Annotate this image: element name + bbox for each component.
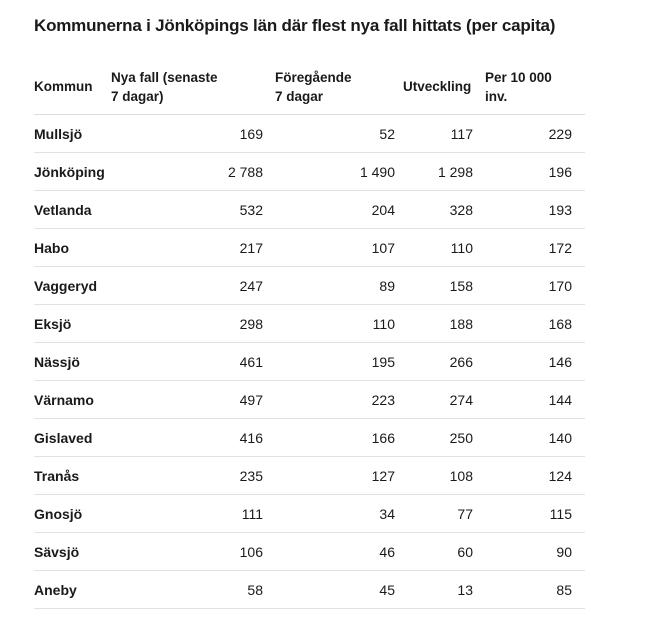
value-cell: 229 [473, 115, 585, 153]
header-nya-fall [111, 61, 263, 115]
value-cell: 166 [263, 419, 395, 457]
value-cell: 274 [395, 381, 473, 419]
value-cell: 223 [263, 381, 395, 419]
value-cell: 217 [111, 229, 263, 267]
table-row [34, 533, 585, 571]
value-cell: 52 [263, 115, 395, 153]
kommun-cell: Aneby [34, 571, 111, 609]
value-cell: 111 [111, 495, 263, 533]
value-cell: 416 [111, 419, 263, 457]
value-cell: 170 [473, 267, 585, 305]
table-row [34, 191, 585, 229]
table-row [34, 229, 585, 267]
value-cell: 168 [473, 305, 585, 343]
value-cell: 13 [395, 571, 473, 609]
value-cell: 124 [473, 457, 585, 495]
kommun-cell: Mullsjö [34, 115, 111, 153]
value-cell: 1 490 [263, 153, 395, 191]
kommun-cell: Tranås [34, 457, 111, 495]
header-foregaende [263, 61, 395, 115]
value-cell: 204 [263, 191, 395, 229]
value-cell: 34 [263, 495, 395, 533]
table-row [34, 115, 585, 153]
value-cell: 195 [263, 343, 395, 381]
table-row [34, 381, 585, 419]
kommun-cell: Gnosjö [34, 495, 111, 533]
value-cell: 90 [473, 533, 585, 571]
value-cell: 2 788 [111, 153, 263, 191]
table-row [34, 267, 585, 305]
value-cell: 146 [473, 343, 585, 381]
value-cell: 196 [473, 153, 585, 191]
cases-table [34, 61, 585, 609]
table-row [34, 457, 585, 495]
value-cell: 107 [263, 229, 395, 267]
kommun-cell: Gislaved [34, 419, 111, 457]
value-cell: 247 [111, 267, 263, 305]
page-title: Kommunerna i Jönköpings län där flest nya fall hittats (per capita) [34, 16, 556, 35]
kommun-cell: Nässjö [34, 343, 111, 381]
kommun-cell: Värnamo [34, 381, 111, 419]
value-cell: 85 [473, 571, 585, 609]
value-cell: 127 [263, 457, 395, 495]
value-cell: 266 [395, 343, 473, 381]
value-cell: 45 [263, 571, 395, 609]
table-row [34, 305, 585, 343]
value-cell: 144 [473, 381, 585, 419]
kommun-cell: Vaggeryd [34, 267, 111, 305]
value-cell: 172 [473, 229, 585, 267]
header-row [34, 61, 585, 115]
value-cell: 532 [111, 191, 263, 229]
value-cell: 328 [395, 191, 473, 229]
table-row [34, 571, 585, 609]
value-cell: 117 [395, 115, 473, 153]
value-cell: 77 [395, 495, 473, 533]
value-cell: 1 298 [395, 153, 473, 191]
table-body [34, 115, 585, 609]
value-cell: 193 [473, 191, 585, 229]
value-cell: 108 [395, 457, 473, 495]
header-kommun-label: Kommun [34, 79, 93, 95]
header-per-10000-inv [473, 61, 585, 115]
value-cell: 110 [263, 305, 395, 343]
kommun-cell: Habo [34, 229, 111, 267]
value-cell: 115 [473, 495, 585, 533]
header-utveckling [395, 61, 473, 115]
value-cell: 46 [263, 533, 395, 571]
value-cell: 497 [111, 381, 263, 419]
table-row [34, 419, 585, 457]
kommun-cell: Vetlanda [34, 191, 111, 229]
value-cell: 158 [395, 267, 473, 305]
header-foregaende-label: Föregående 7 dagar [275, 69, 352, 104]
value-cell: 250 [395, 419, 473, 457]
value-cell: 89 [263, 267, 395, 305]
table-row [34, 343, 585, 381]
value-cell: 461 [111, 343, 263, 381]
table-row [34, 495, 585, 533]
value-cell: 235 [111, 457, 263, 495]
header-utveckling-label: Utveckling [403, 79, 472, 95]
value-cell: 60 [395, 533, 473, 571]
kommun-cell: Sävsjö [34, 533, 111, 571]
kommun-cell: Eksjö [34, 305, 111, 343]
value-cell: 106 [111, 533, 263, 571]
kommun-cell: Jönköping [34, 153, 111, 191]
value-cell: 188 [395, 305, 473, 343]
value-cell: 169 [111, 115, 263, 153]
header-kommun [34, 61, 111, 115]
value-cell: 110 [395, 229, 473, 267]
value-cell: 58 [111, 571, 263, 609]
value-cell: 298 [111, 305, 263, 343]
table-row [34, 153, 585, 191]
header-per-10000-inv-label: Per 10 000 inv. [485, 69, 552, 104]
value-cell: 140 [473, 419, 585, 457]
header-nya-fall-label: Nya fall (senaste 7 dagar) [111, 69, 218, 104]
